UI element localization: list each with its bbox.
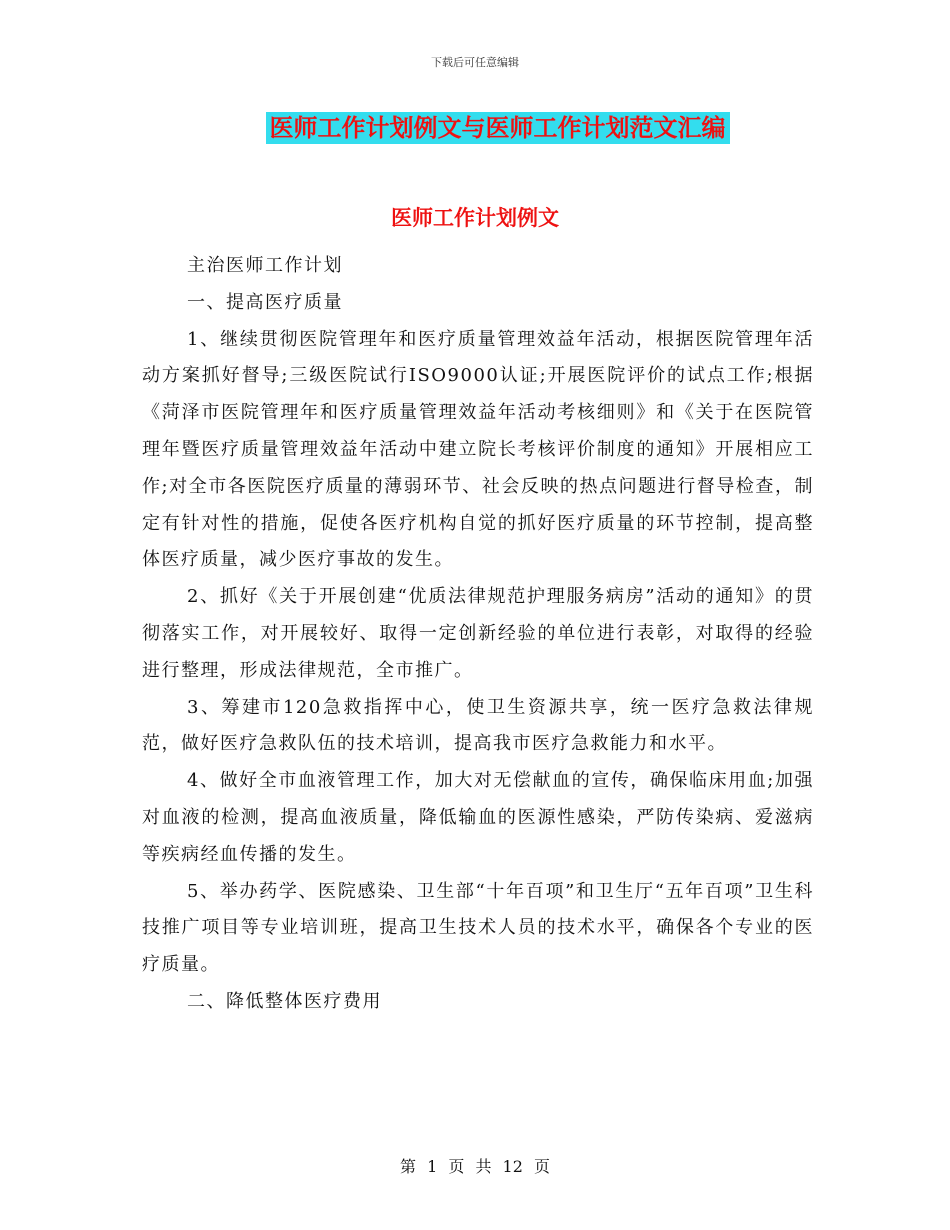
paragraph-item-5: 5、举办药学、医院感染、卫生部“十年百项”和卫生厅“五年百项”卫生科技推广项目等专业培训班，提高卫生技术人员的技术水平，确保各个专业的医疗质量。 — [142, 880, 814, 976]
document-title: 医师工作计划例文与医师工作计划范文汇编 — [266, 112, 730, 144]
paragraph-subtitle: 主治医师工作计划 — [187, 255, 343, 276]
paragraph-item-4: 4、做好全市血液管理工作，加大对无偿献血的宣传，确保临床用血;加强对血液的检测，提高血液质量，降低输血的医源性感染，严防传染病、爱滋病等疾病经血传播的发生。 — [142, 770, 814, 865]
document-body — [142, 248, 814, 1021]
section-title: 医师工作计划例文 — [391, 206, 559, 230]
page-footer: 第 1 页 共 12 页 — [400, 1157, 550, 1176]
paragraph-item-2: 2、抓好《关于开展创建“优质法律规范护理服务病房”活动的通知》的贯彻落实工作，对开展较好、取得一定创新经验的单位进行表彰，对取得的经验进行整理，形成法律规范，全市推广。 — [142, 586, 814, 681]
main-title-container — [0, 112, 950, 144]
header-note: 下载后可任意编辑 — [431, 56, 519, 69]
paragraph-heading-2: 二、降低整体医疗费用 — [187, 990, 382, 1012]
paragraph-heading-1: 一、提高医疗质量 — [187, 291, 343, 313]
paragraph-item-3: 3、筹建市120急救指挥中心，使卫生资源共享，统一医疗急救法律规范，做好医疗急救队伍的技术培训，提高我市医疗急救能力和水平。 — [142, 696, 814, 755]
paragraph-item-1: 1、继续贯彻医院管理年和医疗质量管理效益年活动，根据医院管理年活动方案抓好督导;三级医院试行ISO9000认证;开展医院评价的试点工作;根据《菏泽市医院管理年和医疗质量管理效益年活动考核细则》和《关于在医院管理年暨医疗质量管理效益年活动中建立院长考核评价制度的通知》开展相应工作;对全市各医院医疗质量的薄弱环节、社会反映的热点问题进行督导检查，制定有针对性的措施，促使各医疗机构自觉的抓好医疗质量的环节控制，提高整体医疗质量，减少医疗事故的发生。 — [142, 328, 814, 571]
